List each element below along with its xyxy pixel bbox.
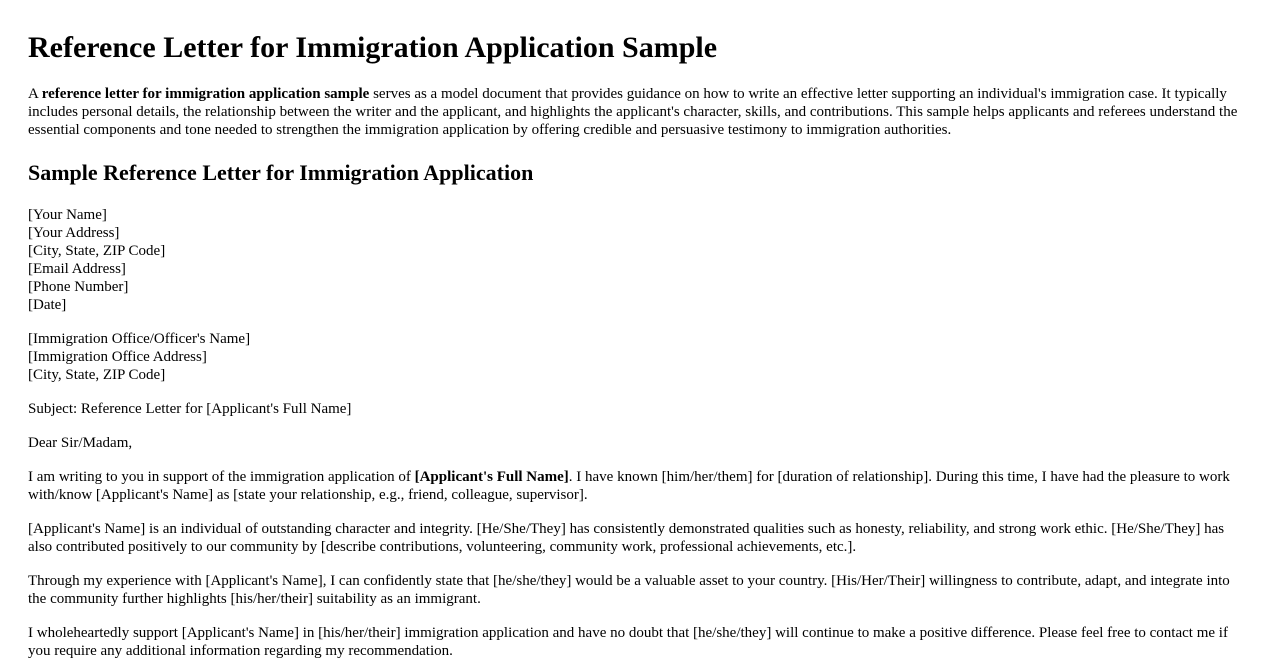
sender-line: [Phone Number]: [28, 279, 129, 295]
sender-block: [28, 206, 1250, 314]
para1-prefix: I am writing to you in support of the immigration application of: [28, 469, 415, 485]
salutation: Dear Sir/Madam,: [28, 435, 133, 451]
recipient-line: [Immigration Office Address]: [28, 349, 207, 365]
sender-line: [City, State, ZIP Code]: [28, 243, 166, 259]
intro-paragraph: [28, 85, 1250, 139]
intro-bold: reference letter for immigration application sample: [41, 86, 370, 102]
document: [28, 0, 1250, 660]
sender-line: [Your Name]: [28, 207, 107, 223]
sender-line: [Your Address]: [28, 225, 120, 241]
intro-prefix: A: [28, 86, 42, 102]
letter-paragraph-4: I wholeheartedly support [Applicant's Name] in [his/her/their] immigration application and have no doubt that [he/she/they] will continue to make a positive difference. Please feel free to contact me if you require any additional information regarding my recommendation.: [28, 625, 1228, 659]
recipient-block: [28, 330, 1250, 384]
para1-rest: . I have known [him/her/them] for [duration of relationship]. During this time, I have had the pleasure to work with/know [Applicant's Name] as [state your relationship, e.g., friend, colleague, supervisor].: [28, 469, 1230, 503]
sender-line: [Date]: [28, 297, 67, 313]
letter-paragraph-2: [Applicant's Name] is an individual of outstanding character and integrity. [He/She/They] has consistently demonstrated qualities such as honesty, reliability, and strong work ethic. [He/She/They] has also contributed positively to our community by [describe contributions, volunteering, community work, professional achievements, etc.].: [28, 521, 1225, 555]
recipient-line: [City, State, ZIP Code]: [28, 367, 166, 383]
section-heading: Sample Reference Letter for Immigration Application: [28, 160, 534, 185]
letter-paragraph-3: Through my experience with [Applicant's Name], I can confidently state that [he/she/they] would be a valuable asset to your country. [His/Her/Their] willingness to contribute, adapt, and integrate into the community further highlights [his/her/their] suitability as an immigrant.: [28, 573, 1230, 607]
page-title: Reference Letter for Immigration Application Sample: [28, 31, 718, 64]
sender-line: [Email Address]: [28, 261, 126, 277]
applicant-name-bold: [Applicant's Full Name]: [414, 469, 569, 485]
subject-line: Subject: Reference Letter for [Applicant's Full Name]: [28, 401, 352, 417]
letter-paragraph-1: [28, 468, 1250, 504]
recipient-line: [Immigration Office/Officer's Name]: [28, 331, 251, 347]
intro-rest: serves as a model document that provides guidance on how to write an effective letter supporting an individual's immigration case. It typically includes personal details, the relationship between the writer and the applicant, and highlights the applicant's character, skills, and contributions. This sample helps applicants and referees understand the essential components and tone needed to strengthen the immigration application by offering credible and persuasive testimony to immigration authorities.: [28, 86, 1238, 138]
